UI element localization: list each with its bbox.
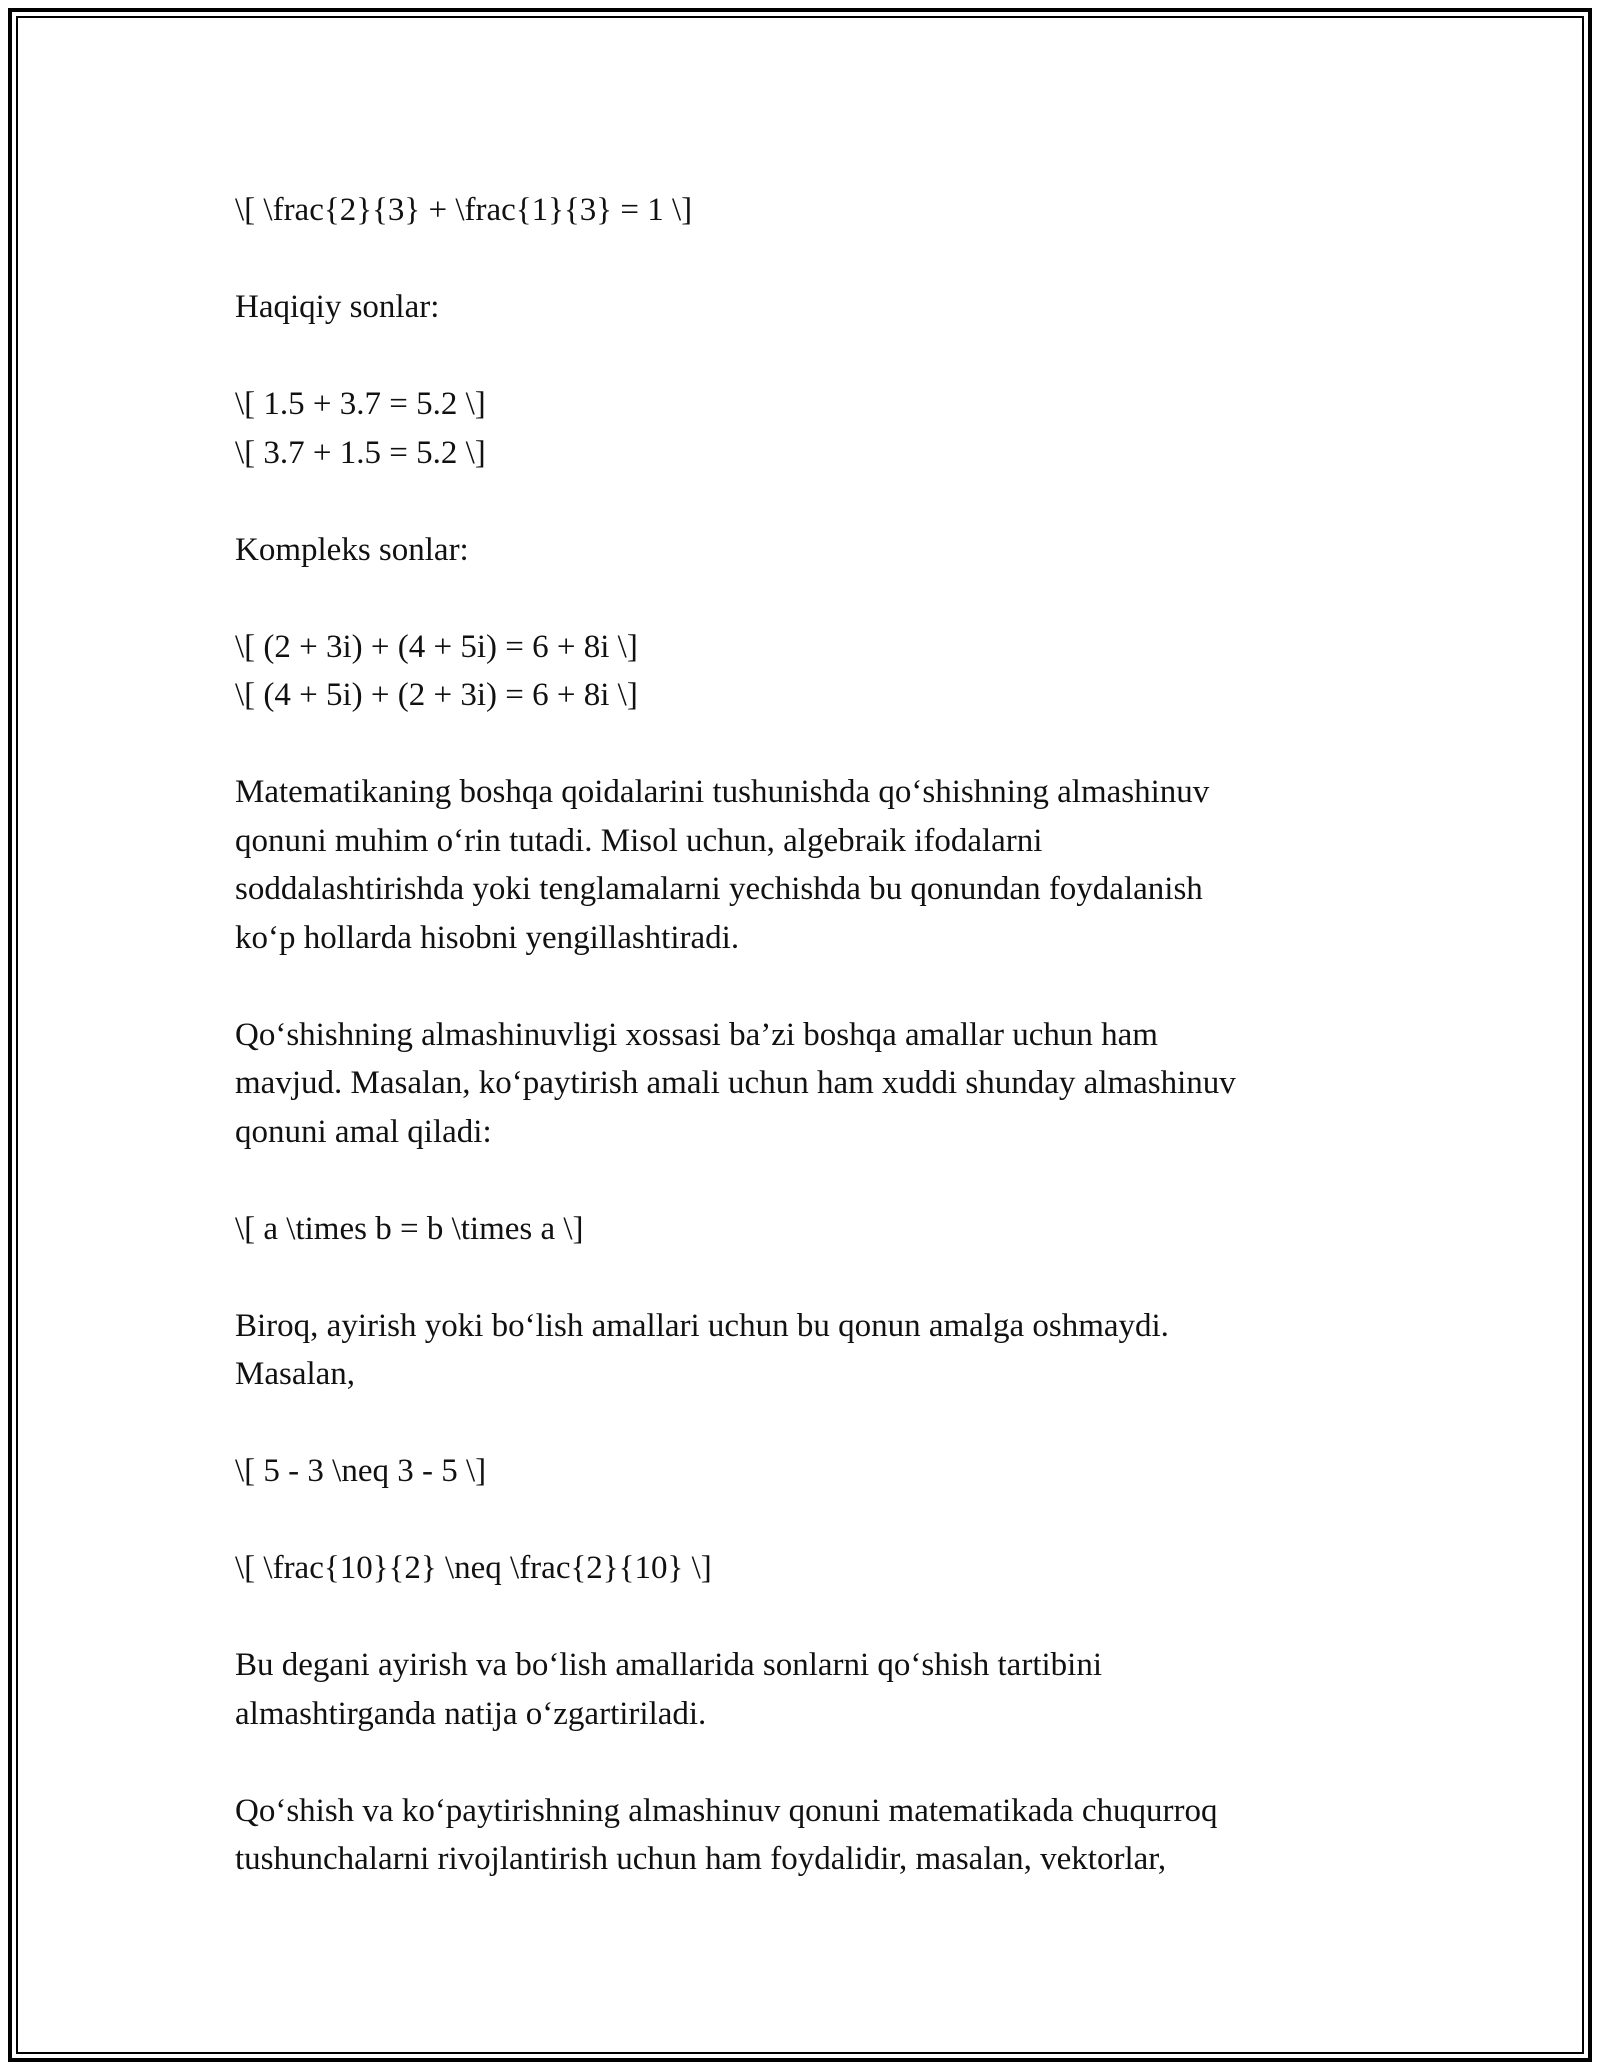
paragraph-line: Kompleks sonlar: bbox=[235, 531, 469, 568]
paragraph-line: qonuni amal qiladi: bbox=[235, 1113, 492, 1150]
document-body bbox=[235, 186, 1365, 1932]
paragraph-line: qonuni muhim o‘rin tutadi. Misol uchun, algebraik ifodalarni bbox=[235, 822, 1043, 859]
paragraph-line: almashtirganda natija o‘zgartiriladi. bbox=[235, 1695, 707, 1732]
paragraph-line: tushunchalarni rivojlantirish uchun ham foydalidir, masalan, vektorlar, bbox=[235, 1841, 1167, 1877]
paragraph-line: Matematikaning boshqa qoidalarini tushunishda qo‘shishning almashinuv bbox=[235, 774, 1210, 810]
equations-complex-numbers bbox=[235, 623, 1365, 720]
equation-line: \[ \frac{10}{2} \neq \frac{2}{10} \] bbox=[235, 1550, 712, 1586]
paragraph-importance bbox=[235, 768, 1365, 962]
paragraph-line: Masalan, bbox=[235, 1356, 356, 1392]
paragraph-line: soddalashtirishda yoki tenglamalarni yechishda bu qonundan foydalanish bbox=[235, 871, 1203, 907]
equation-line: \[ (2 + 3i) + (4 + 5i) = 6 + 8i \] bbox=[235, 628, 638, 665]
paragraph-multiplication bbox=[235, 1011, 1365, 1157]
paragraph-line: Biroq, ayirish yoki bo‘lish amallari uchun bu qonun amalga oshmaydi. bbox=[235, 1307, 1169, 1344]
paragraph-line: ko‘p hollarda hisobni yengillashtiradi. bbox=[235, 919, 740, 956]
equation-fraction-sum bbox=[235, 186, 1365, 235]
paragraph-line: Qo‘shish va ko‘paytirishning almashinuv qonuni matematikada chuqurroq bbox=[235, 1792, 1218, 1829]
equation-line: \[ \frac{2}{3} + \frac{1}{3} = 1 \] bbox=[235, 192, 693, 228]
equation-line: \[ a \times b = b \times a \] bbox=[235, 1210, 584, 1247]
paragraph-order-change bbox=[235, 1641, 1365, 1738]
equation-subtraction bbox=[235, 1447, 1365, 1496]
heading-real-numbers bbox=[235, 283, 1365, 332]
paragraph-line: Qo‘shishning almashinuvligi xossasi ba’zi boshqa amallar uchun ham bbox=[235, 1016, 1158, 1053]
equation-multiplication bbox=[235, 1205, 1365, 1254]
equation-line: \[ 3.7 + 1.5 = 5.2 \] bbox=[235, 434, 486, 471]
equation-line: \[ 1.5 + 3.7 = 5.2 \] bbox=[235, 386, 486, 422]
paragraph-line: Haqiqiy sonlar: bbox=[235, 289, 440, 325]
equation-line: \[ (4 + 5i) + (2 + 3i) = 6 + 8i \] bbox=[235, 677, 638, 713]
equation-line: \[ 5 - 3 \neq 3 - 5 \] bbox=[235, 1453, 487, 1489]
equation-division bbox=[235, 1544, 1365, 1593]
heading-complex-numbers bbox=[235, 526, 1365, 575]
paragraph-line: Bu degani ayirish va bo‘lish amallarida sonlarni qo‘shish tartibini bbox=[235, 1647, 1102, 1683]
equations-real-numbers bbox=[235, 380, 1365, 477]
paragraph-subtraction-division bbox=[235, 1302, 1365, 1399]
paragraph-line: mavjud. Masalan, ko‘paytirish amali uchun ham xuddi shunday almashinuv bbox=[235, 1065, 1236, 1101]
paragraph-deeper-concepts bbox=[235, 1787, 1365, 1884]
